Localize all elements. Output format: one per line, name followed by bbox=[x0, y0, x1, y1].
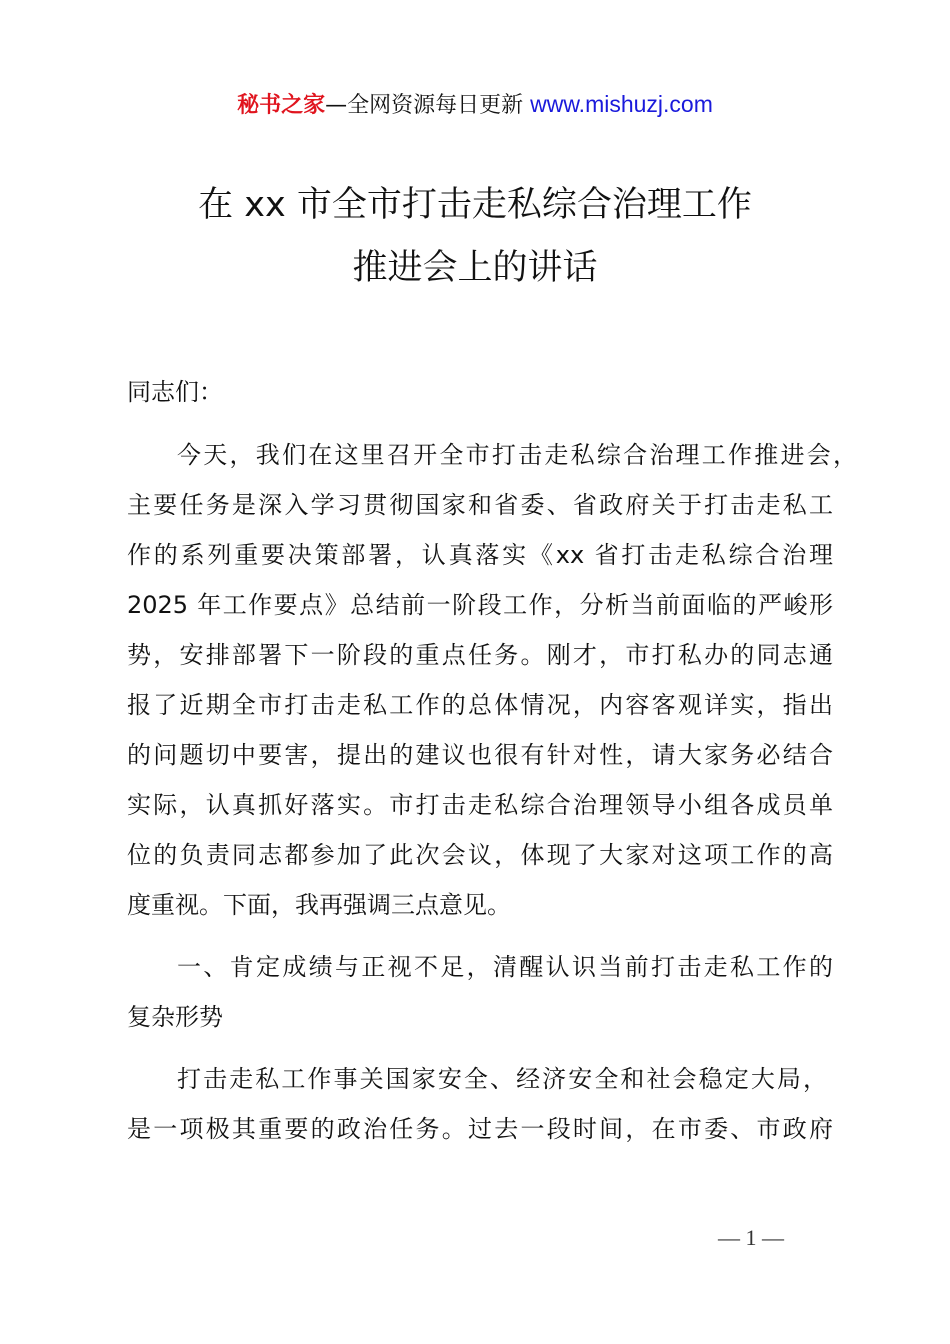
text-line: 是一项极其重要的政治任务。过去一段时间，在市委、市政府 bbox=[127, 1115, 833, 1143]
text-line: 今天，我们在这里召开全市打击走私综合治理工作推进会， bbox=[177, 441, 857, 469]
document-title-line-2: 推进会上的讲话 bbox=[352, 248, 598, 288]
salutation: 同志们： bbox=[127, 378, 223, 406]
text-line: 作的系列重要决策部署，认真落实《xx 省打击走私综合治理 bbox=[127, 541, 833, 569]
text-line: 度重视。下面，我再强调三点意见。 bbox=[127, 891, 511, 919]
text-line: 的问题切中要害，提出的建议也很有针对性，请大家务必结合 bbox=[127, 741, 833, 769]
document-title-line-1: 在 xx 市全市打击走私综合治理工作 bbox=[198, 185, 752, 225]
site-url-link[interactable]: www.mishuzj.com bbox=[530, 91, 713, 117]
text-line: 一、肯定成绩与正视不足，清醒认识当前打击走私工作的 bbox=[177, 953, 833, 981]
text-line: 报了近期全市打击走私工作的总体情况，内容客观详实，指出 bbox=[127, 691, 833, 719]
text-line: 主要任务是深入学习贯彻国家和省委、省政府关于打击走私工 bbox=[127, 491, 833, 519]
site-header bbox=[0, 88, 950, 122]
text-line: 打击走私工作事关国家安全、经济安全和社会稳定大局， bbox=[177, 1065, 827, 1093]
text-line: 2025 年工作要点》总结前一阶段工作，分析当前面临的严峻形 bbox=[127, 591, 833, 619]
text-line: 实际，认真抓好落实。市打击走私综合治理领导小组各成员单 bbox=[127, 791, 833, 819]
text-line: 势，安排部署下一阶段的重点任务。刚才，市打私办的同志通 bbox=[127, 641, 833, 669]
brand-name: 秘书之家 bbox=[237, 93, 326, 118]
page-number: — 1 — bbox=[718, 1225, 784, 1250]
text-line: 位的负责同志都参加了此次会议，体现了大家对这项工作的高 bbox=[127, 841, 833, 869]
header-tagline: —全网资源每日更新 bbox=[325, 93, 531, 118]
text-line: 复杂形势 bbox=[127, 1003, 223, 1031]
